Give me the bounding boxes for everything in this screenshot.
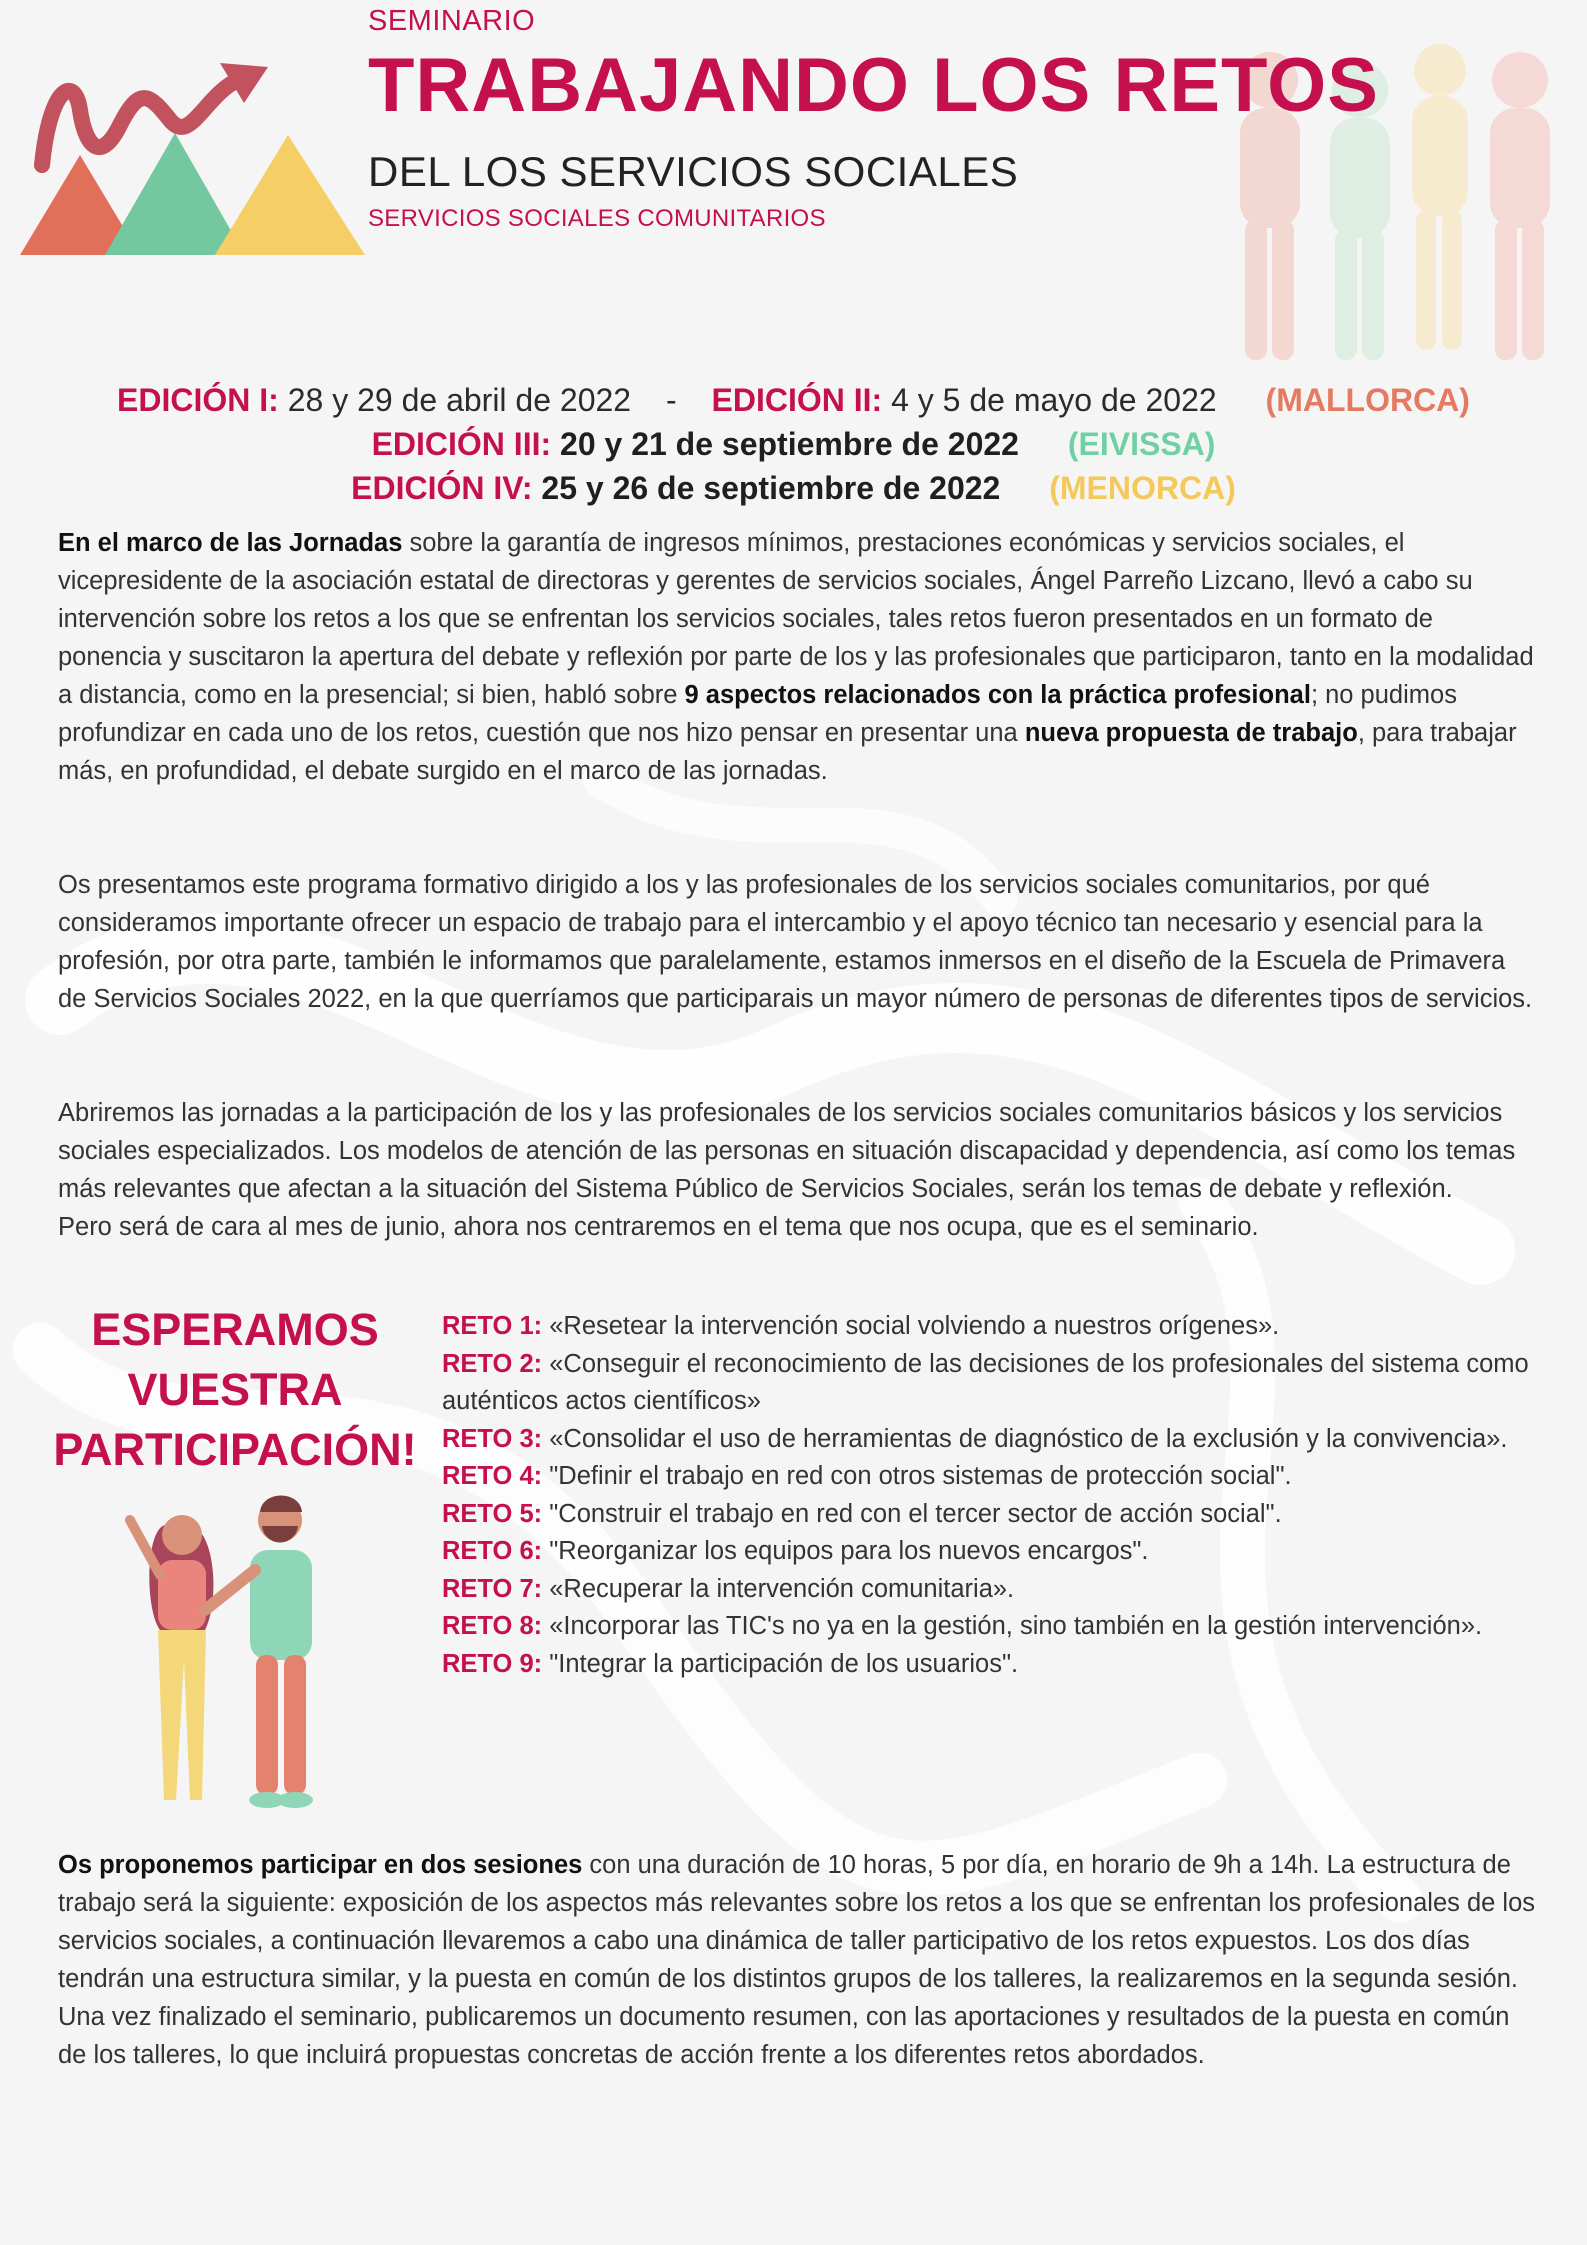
- edition-dates: 20 y 21 de septiembre de 2022: [560, 426, 1019, 462]
- list-item: [442, 1571, 1552, 1609]
- cta-line: PARTICIPACIÓN!: [53, 1424, 417, 1475]
- reto-text: "Construir el trabajo en red con el tercer sector de acción social".: [542, 1499, 1282, 1528]
- sessions-body: con una duración de 10 horas, 5 por día, en horario de 9h a 14h. La estructura de trabajo será la siguiente: exposición de los aspectos más relevantes sobre los retos a los que se enfrentan los profesionales de los servicios sociales, a continuación llevaremos a cabo una dinámica de taller participativo de los retos expuestos. Los dos días tendrán una estructura similar, y la puesta en común de los distintos grupos de los talleres, la realizaremos en la segunda sesión.: [58, 1851, 1536, 1993]
- cta-line: VUESTRA: [127, 1364, 343, 1415]
- call-to-action: [40, 1300, 430, 1480]
- edition-label: EDICIÓN I:: [117, 382, 279, 418]
- reto-label: RETO 6:: [442, 1537, 543, 1565]
- list-item: [442, 1608, 1552, 1646]
- editions-block: [0, 378, 1587, 510]
- reto-label: RETO 5:: [442, 1499, 543, 1528]
- list-item: [442, 1458, 1552, 1496]
- edition-location: (MALLORCA): [1265, 382, 1470, 418]
- cta-line: ESPERAMOS: [91, 1304, 379, 1355]
- list-item: [442, 1646, 1552, 1684]
- reto-label: RETO 4:: [442, 1462, 543, 1490]
- page-title: TRABAJANDO LOS RETOS: [368, 43, 1379, 128]
- editions-row-3: [0, 466, 1587, 510]
- reto-text: "Definir el trabajo en red con otros sistemas de protección social".: [542, 1462, 1292, 1490]
- edition-label: EDICIÓN III:: [371, 426, 552, 462]
- edition-location: (EIVISSA): [1067, 426, 1216, 462]
- reto-label: RETO 1:: [442, 1312, 543, 1340]
- intro-bold-3: nueva propuesta de trabajo: [1024, 719, 1358, 747]
- reto-text: «Conseguir el reconocimiento de las decisiones de los profesionales del sistema como auténticos actos científicos»: [442, 1349, 1529, 1415]
- edition-label: EDICIÓN IV:: [351, 470, 533, 506]
- editions-row-2: [0, 422, 1587, 466]
- editions-row-1: [0, 378, 1587, 422]
- intro-bold-2: 9 aspectos relacionados con la práctica profesional: [684, 681, 1311, 709]
- intro-text-2: ; no pudimos profundizar en cada uno de los retos, cuestión que nos hizo pensar en presentar una: [58, 681, 1457, 747]
- intro-bold-1: En el marco de las Jornadas: [58, 529, 403, 557]
- intro-text-1: sobre la garantía de ingresos mínimos, prestaciones económicas y servicios sociales, el vicepresidente de la asociación estatal de directoras y gerentes de servicios sociales, Ángel Parreño Lizcano, llevó a cabo su intervención sobre los retos a los que se enfrentan los servicios sociales, tales retos fueron presentados en un formato de ponencia y suscitaron la apertura del debate y reflexión por parte de los y las profesionales que participaron, tanto en la modalidad a distancia, como en la presencial; si bien, habló sobre: [58, 529, 1534, 709]
- page-subtitle: DEL LOS SERVICIOS SOCIALES: [368, 148, 1019, 195]
- intro-text-3: , para trabajar más, en profundidad, el debate surgido en el marco de las jornadas.: [58, 719, 1517, 785]
- edition-dates: 28 y 29 de abril de 2022: [287, 382, 632, 418]
- page-subsubtitle: SERVICIOS SOCIALES COMUNITARIOS: [368, 205, 826, 232]
- list-item: [442, 1496, 1552, 1534]
- edition-label: EDICIÓN II:: [711, 382, 883, 418]
- edition-dates: 4 y 5 de mayo de 2022: [891, 382, 1217, 418]
- sessions-text: [58, 1846, 1538, 1998]
- participation-text: Abriremos las jornadas a la participación de los y las profesionales de los servicios sociales comunitarios básicos y los servicios sociales especializados. Los modelos de atención de las personas en situación discapacidad y dependencia, así como los temas más relevantes que afectan a la situación del Sistema Público de Servicios Sociales, serán los temas de debate y reflexión.: [58, 1099, 1516, 1203]
- reto-label: RETO 9:: [442, 1649, 543, 1678]
- reto-label: RETO 3:: [442, 1424, 543, 1453]
- seminar-logo-icon: [20, 55, 370, 260]
- reto-text: «Resetear la intervención social volviendo a nuestros orígenes».: [542, 1312, 1280, 1340]
- list-item: [442, 1308, 1552, 1346]
- reto-label: RETO 2:: [442, 1349, 543, 1378]
- retos-list: [442, 1308, 1552, 1683]
- participation-paragraph: [58, 1094, 1538, 1246]
- list-item: [442, 1421, 1552, 1459]
- header-kicker: SEMINARIO: [368, 5, 536, 37]
- reto-text: «Incorporar las TIC's no ya en la gestión, sino también en la gestión intervención».: [542, 1612, 1483, 1640]
- sessions-paragraph: [58, 1846, 1538, 2074]
- reto-text: "Integrar la participación de los usuarios".: [542, 1649, 1019, 1678]
- edition-dates: 25 y 26 de septiembre de 2022: [541, 470, 1001, 506]
- intro-paragraph: [58, 524, 1538, 790]
- edition-separator: -: [665, 382, 677, 418]
- reto-label: RETO 7:: [442, 1574, 543, 1603]
- program-paragraph: Os presentamos este programa formativo dirigido a los y las profesionales de los servicios sociales comunitarios, por qué consideramos importante ofrecer un espacio de trabajo para el intercambio y el apoyo técnico tan necesario y esencial para la profesión, por otra parte, también le informamos que paralelamente, estamos inmersos en el diseño de la Escuela de Primavera de Servicios Sociales 2022, en la que querríamos que participarais un mayor número de personas de diferentes tipos de servicios.: [58, 871, 1533, 1013]
- sessions-closing: Una vez finalizado el seminario, publicaremos un documento resumen, con las aportaciones y resultados de la puesta en común de los talleres, lo que incluirá propuestas concretas de acción frente a los diferentes retos abordados.: [58, 2003, 1510, 2069]
- reto-label: RETO 8:: [442, 1612, 543, 1640]
- reto-text: «Consolidar el uso de herramientas de diagnóstico de la exclusión y la convivencia».: [542, 1424, 1508, 1453]
- reto-text: "Reorganizar los equipos para los nuevos encargos".: [542, 1537, 1149, 1565]
- list-item: [442, 1346, 1552, 1421]
- reto-text: «Recuperar la intervención comunitaria».: [542, 1574, 1015, 1603]
- participation-note: Pero será de cara al mes de junio, ahora nos centraremos en el tema que nos ocupa, que es el seminario.: [58, 1213, 1259, 1241]
- sessions-bold: Os proponemos participar en dos sesiones: [58, 1851, 583, 1879]
- edition-location: (MENORCA): [1049, 470, 1236, 506]
- list-item: [442, 1533, 1552, 1571]
- couple-illustration: [110, 1490, 360, 1820]
